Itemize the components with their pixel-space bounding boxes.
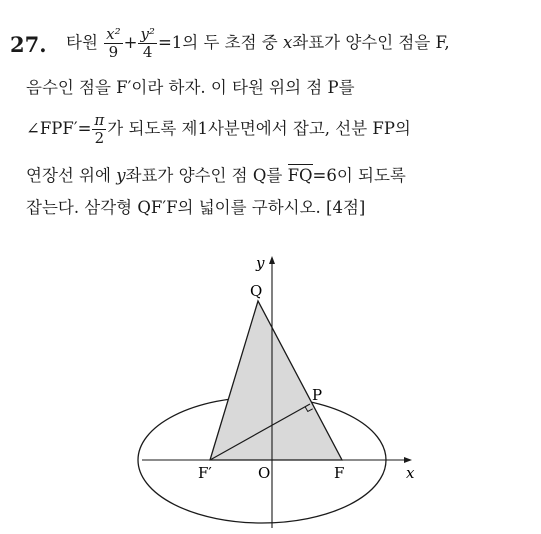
x-axis-label: x <box>406 464 415 482</box>
ellipse-figure <box>130 238 420 528</box>
line1-tail: 좌표가 양수인 점을 F, <box>292 33 450 52</box>
triangle-QFpF <box>210 301 342 460</box>
line4-mid: 좌표가 양수인 점 Q를 <box>125 166 283 185</box>
frac2-numerator: y² <box>140 25 155 43</box>
y-axis-label: y <box>256 254 265 272</box>
problem-number: 27. <box>10 32 47 57</box>
var-x: x <box>282 33 293 52</box>
point-P-label: P <box>312 386 323 404</box>
point-Fprime-label: F′ <box>198 464 212 482</box>
angle-FPF: ∠FPF′= <box>26 119 92 138</box>
line4-prefix: 연장선 위에 <box>26 166 111 185</box>
problem-line-5: 잡는다. 삼각형 QF′F의 넓이를 구하시오. [4점] <box>26 198 366 217</box>
frac-pi-numerator: π <box>94 111 105 129</box>
x-axis-arrow-icon <box>404 457 412 463</box>
y-axis-arrow-icon <box>269 256 275 264</box>
plus-sign: + <box>123 33 138 52</box>
point-F-label: F <box>334 464 345 482</box>
fraction-x2-over-9 <box>104 26 122 61</box>
segment-FQ: FQ <box>287 166 313 185</box>
problem-line-2: 음수인 점을 F′이라 하자. 이 타원 위의 점 P를 <box>26 78 355 97</box>
fraction-pi-over-2 <box>92 112 106 147</box>
fraction-y2-over-4 <box>138 26 157 61</box>
problem-line-1 <box>66 26 450 61</box>
line1-equation-tail: =1의 두 초점 중 <box>157 33 278 52</box>
origin-O-label: O <box>258 464 271 482</box>
problem-line-3 <box>26 112 411 147</box>
frac1-numerator: x² <box>106 25 121 43</box>
problem-line-4 <box>26 168 406 185</box>
line1-prefix: 타원 <box>66 33 98 52</box>
frac-pi-denominator: 2 <box>94 129 105 147</box>
point-Q-label: Q <box>250 282 263 300</box>
frac2-denominator: 4 <box>142 43 153 61</box>
var-y: y <box>116 166 126 185</box>
line4-tail: =6이 되도록 <box>312 166 406 185</box>
line3-tail: 가 되도록 제1사분면에서 잡고, 선분 FP의 <box>107 119 411 138</box>
frac1-denominator: 9 <box>108 43 119 61</box>
